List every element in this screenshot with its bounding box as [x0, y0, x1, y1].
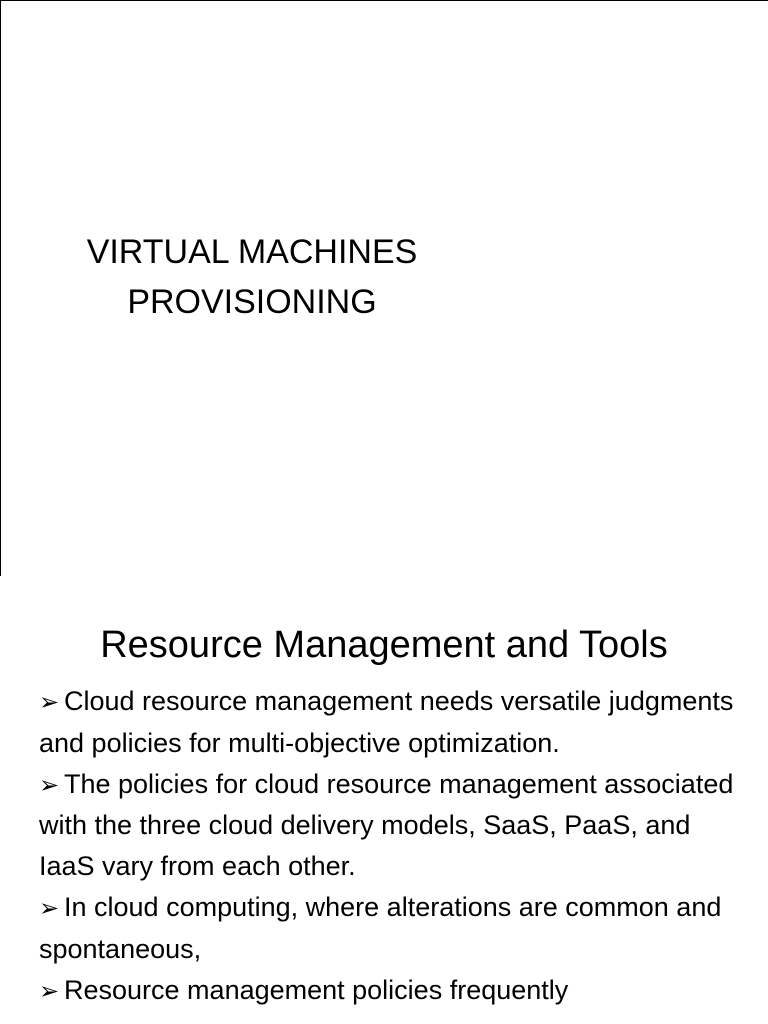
bullet-item-4	[39, 970, 739, 1012]
bullet-text-1: Cloud resource management needs versatile judgments and policies for multi-objective optimization.	[39, 686, 734, 758]
arrowhead-bullet-icon: ➢	[39, 893, 60, 922]
slide-title-line-1: VIRTUAL MACHINES	[86, 233, 418, 271]
bullet-item-1	[39, 681, 739, 764]
slide-title	[1, 227, 503, 327]
bullet-text-3: In cloud computing, where alterations are common and spontaneous,	[39, 891, 722, 964]
content-slide-title: Resource Management and Tools	[100, 624, 668, 666]
arrowhead-bullet-icon: ➢	[39, 688, 60, 716]
bullet-text-4: Resource management policies frequently	[64, 974, 569, 1005]
slide-title-line-2: PROVISIONING	[127, 283, 377, 321]
bullet-item-2	[39, 764, 739, 887]
arrowhead-bullet-icon: ➢	[39, 770, 60, 799]
bullet-text-2: The policies for cloud resource management associated with the three cloud delivery models, SaaS, PaaS, and IaaS vary from each other.	[39, 768, 734, 882]
arrowhead-bullet-icon: ➢	[39, 976, 60, 1005]
bullet-item-3	[39, 887, 739, 970]
bullet-list	[39, 681, 739, 1011]
content-slide	[0, 576, 768, 1024]
